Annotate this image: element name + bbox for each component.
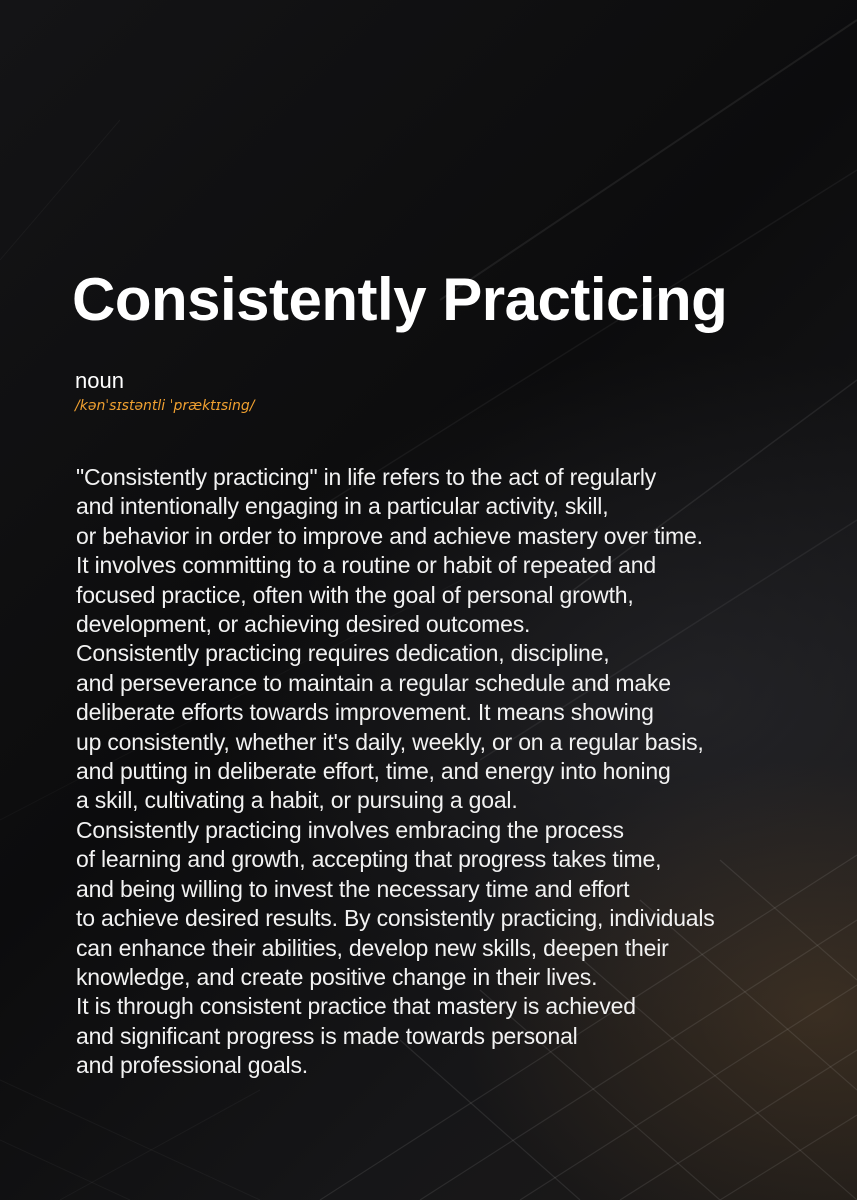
definition-line: It involves committing to a routine or habit of repeated and [76,552,656,579]
definition-line: can enhance their abilities, develop new skills, deepen their [76,934,669,961]
definition-line: Consistently practicing involves embracing the process [76,816,624,843]
definition-line: and significant progress is made towards personal [76,1022,578,1049]
part-of-speech: noun [75,368,124,393]
definition-line: a skill, cultivating a habit, or pursuing a goal. [76,787,518,814]
definition-line: focused practice, often with the goal of personal growth, [76,581,634,608]
definition-line: up consistently, whether it's daily, weekly, or on a regular basis, [76,728,704,755]
background-grid-left [0,1080,260,1200]
definition-line: and professional goals. [76,1052,308,1079]
definition-line: "Consistently practicing" in life refers to the act of regularly [76,464,657,490]
definition-line: and perseverance to maintain a regular schedule and make [76,669,671,696]
definition-line: It is through consistent practice that mastery is achieved [76,993,636,1020]
definition-line: deliberate efforts towards improvement. It means showing [76,699,654,726]
page-title: Consistently Practicing [72,266,728,333]
definition-line: development, or achieving desired outcomes. [76,611,531,638]
definition-line: and intentionally engaging in a particular activity, skill, [76,493,609,520]
definition-line: and putting in deliberate effort, time, and energy into honing [76,758,671,785]
definition-text [76,463,816,1081]
definition-line: or behavior in order to improve and achieve mastery over time. [76,522,703,549]
definition-line: and being willing to invest the necessary time and effort [76,875,630,902]
definition-line: to achieve desired results. By consistently practicing, individuals [76,905,715,932]
definition-line: Consistently practicing requires dedication, discipline, [76,640,610,667]
definition-line: of learning and growth, accepting that progress takes time, [76,846,662,873]
pronunciation: /kənˈsɪstəntli ˈpræktɪsing/ [75,398,255,414]
definition-line: knowledge, and create positive change in their lives. [76,963,598,990]
